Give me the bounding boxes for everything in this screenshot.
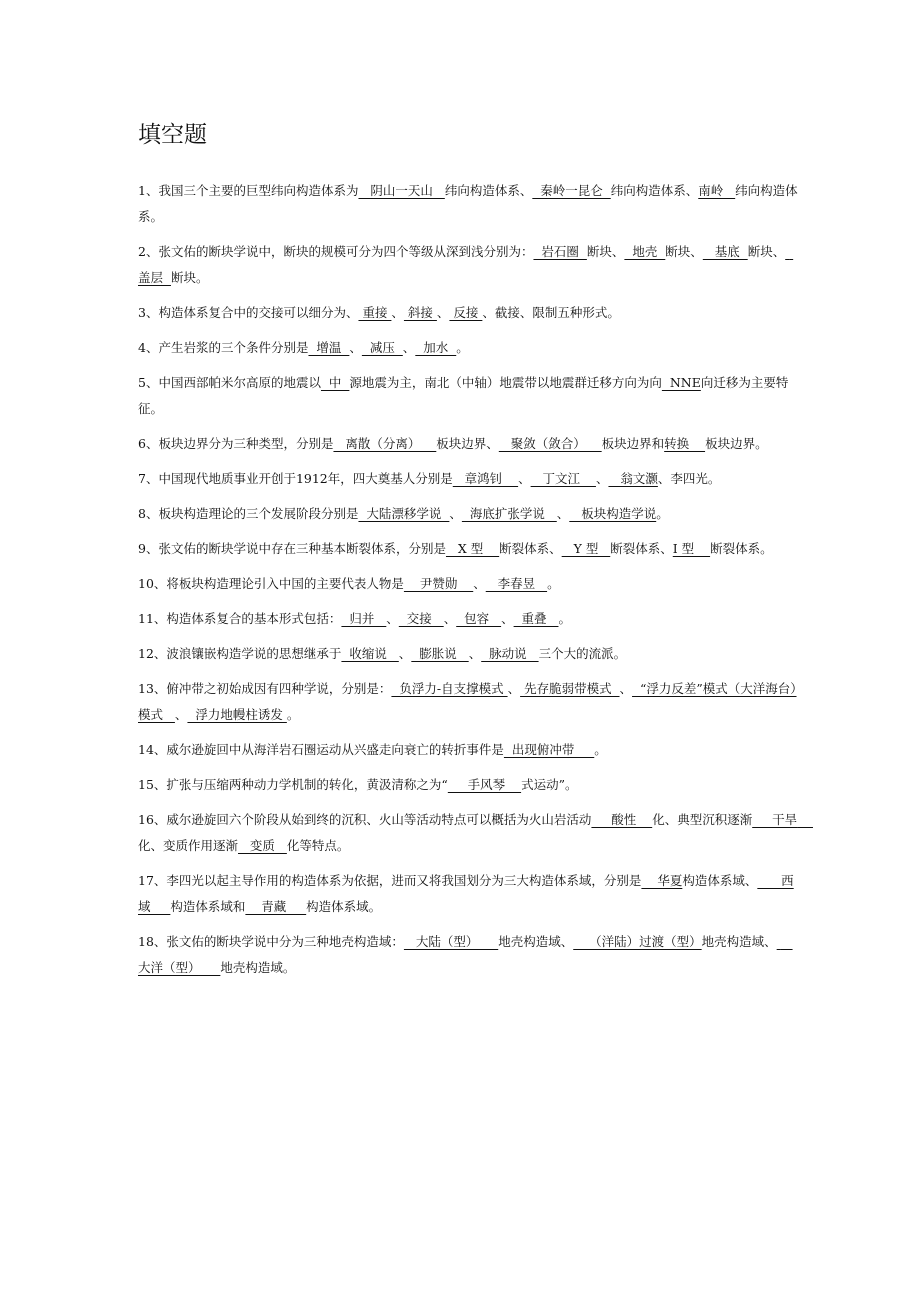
question-text: 。 <box>656 506 669 521</box>
answer-blank: 岩石圈 <box>533 244 587 259</box>
answer-blank: “浮力反差”模式（大洋海台）模式 <box>138 681 797 722</box>
answer-blank: 青藏 <box>245 899 307 914</box>
page-title: 填空题 <box>138 122 207 148</box>
answer-blank: 西域 <box>138 873 794 914</box>
question-text: 、 <box>436 305 450 320</box>
answer-blank: 变质 <box>238 838 287 853</box>
answer-blank: 斜接 <box>403 305 437 320</box>
answer-blank: 浮力地幔柱诱发 <box>187 707 287 722</box>
question-item <box>138 606 798 632</box>
answer-blank: 手风琴 <box>447 777 522 792</box>
question-text: 、 <box>398 646 412 661</box>
answer-blank: 减压 <box>361 340 403 355</box>
answer-blank: 板块构造学说 <box>569 506 657 521</box>
answer-blank: 尹赞勋 <box>403 576 474 591</box>
question-text: 、 <box>507 681 521 696</box>
question-text: 化、典型沉积逐渐 <box>652 812 753 827</box>
question-item <box>138 501 798 527</box>
answer-blank: 大陆漂移学说 <box>358 506 450 521</box>
question-text: 、李四光。 <box>657 471 721 486</box>
question-text: 板块边界和 <box>601 436 665 451</box>
question-text: 地壳构造域。 <box>220 960 296 975</box>
question-text: 10、将板块构造理论引入中国的主要代表人物是 <box>138 576 404 591</box>
answer-blank: 翁文灏 <box>608 471 658 486</box>
question-text: 。 <box>547 576 560 591</box>
question-item <box>138 737 798 763</box>
question-item <box>138 676 798 728</box>
question-item <box>138 571 798 597</box>
question-text: 、 <box>349 340 362 355</box>
question-item <box>138 772 798 798</box>
question-text: 、 <box>473 576 486 591</box>
question-text: 板块边界、 <box>436 436 499 451</box>
question-text: 、 <box>518 471 531 486</box>
answer-blank: 秦岭一昆仑 <box>532 183 611 198</box>
answer-blank: I 型 <box>672 541 711 556</box>
answer-blank: 酸性 <box>591 812 653 827</box>
answer-blank: 盖层 <box>138 244 794 285</box>
question-item <box>138 929 798 981</box>
answer-blank: 南岭 <box>698 183 736 198</box>
answer-blank: NNE <box>661 375 701 390</box>
question-text: 向迁移为主要特征。 <box>138 375 789 416</box>
question-item <box>138 300 798 326</box>
question-text: 。 <box>594 742 607 757</box>
question-text: 、截接、限制五种形式。 <box>482 305 620 320</box>
question-item <box>138 178 798 230</box>
question-text: 、 <box>391 305 404 320</box>
question-text: 。 <box>558 611 571 626</box>
question-item <box>138 370 798 422</box>
question-text: 构造体系域。 <box>306 899 382 914</box>
question-text: 、 <box>386 611 399 626</box>
answer-blank: 大陆（型） <box>403 934 499 949</box>
question-list <box>138 178 813 981</box>
question-text: 断裂体系、 <box>610 541 673 556</box>
question-text: 、 <box>443 611 457 626</box>
question-item <box>138 536 798 562</box>
question-text: 3、构造体系复合中的交接可以细分为、 <box>138 305 359 320</box>
answer-blank: 交接 <box>398 611 444 626</box>
answer-blank: 重接 <box>358 305 392 320</box>
question-text: 地壳构造域、 <box>498 934 574 949</box>
answer-blank: 基底 <box>702 244 748 259</box>
question-text: 地壳构造域、 <box>701 934 777 949</box>
question-text: 构造体系域和 <box>170 899 246 914</box>
question-text: 断裂体系。 <box>710 541 773 556</box>
question-text: 15、扩张与压缩两种动力学机制的转化，黄汲清称之为“ <box>138 777 448 792</box>
answer-blank: 聚敛（敛合） <box>498 436 602 451</box>
question-text: 12、波浪镶嵌构造学说的思想继承于 <box>138 646 342 661</box>
question-text: 9、张文佑的断块学说中存在三种基本断裂体系，分别是 <box>138 541 446 556</box>
answer-blank: 加水 <box>415 340 457 355</box>
question-text: 化等特点。 <box>286 838 350 853</box>
question-text: 纬向构造体系。 <box>138 183 798 224</box>
question-text: 、 <box>449 506 462 521</box>
answer-blank: X 型 <box>445 541 500 556</box>
question-text: 断块。 <box>170 270 209 285</box>
answer-blank: 先存脆弱带模式 <box>520 681 620 696</box>
question-text: 、 <box>468 646 482 661</box>
question-item <box>138 431 798 457</box>
question-text: 17、李四光以起主导作用的构造体系为依据，进而又将我国划分为三大构造体系域，分别是 <box>138 873 642 888</box>
question-text: 断块、 <box>586 244 625 259</box>
question-item <box>138 335 798 361</box>
question-text: 11、构造体系复合的基本形式包括： <box>138 611 342 626</box>
answer-blank: 反接 <box>449 305 483 320</box>
question-text: 16、威尔逊旋回六个阶段从始到终的沉积、火山等活动特点可以概括为火山岩活动 <box>138 812 592 827</box>
answer-blank: 大洋（型） <box>138 934 793 975</box>
answer-blank: 中 <box>320 375 350 390</box>
question-text: 源地震为主，南北（中轴）地震带以地震群迁移方向为向 <box>349 375 662 390</box>
question-text: 14、威尔逊旋回中从海洋岩石圈运动从兴盛走向衰亡的转折事件是 <box>138 742 504 757</box>
question-item <box>138 807 813 859</box>
question-text: 纬向构造体系、 <box>444 183 533 198</box>
question-text: 化、变质作用逐渐 <box>138 838 239 853</box>
question-text: 4、产生岩浆的三个条件分别是 <box>138 340 309 355</box>
answer-blank: 膨胀说 <box>411 646 469 661</box>
answer-blank: 转换 <box>664 436 706 451</box>
question-text: 、 <box>595 471 609 486</box>
answer-blank: 出现俯冲带 <box>503 742 595 757</box>
question-text: 2、张文佑的断块学说中，断块的规模可分为四个等级从深到浅分别为： <box>138 244 534 259</box>
answer-blank: 章鸿钊 <box>452 471 519 486</box>
question-text: 三个大的流派。 <box>538 646 627 661</box>
answer-blank: 收缩说 <box>341 646 399 661</box>
answer-blank: 华夏 <box>641 873 683 888</box>
question-text: 断块、 <box>747 244 786 259</box>
question-item <box>138 641 798 667</box>
question-text: 18、张文佑的断块学说中分为三种地壳构造域： <box>138 934 404 949</box>
answer-blank: 阴山一天山 <box>358 183 445 198</box>
answer-blank: 海底扩张学说 <box>461 506 557 521</box>
question-text: 、 <box>174 707 188 722</box>
answer-blank: Y 型 <box>561 541 611 556</box>
answer-blank: 丁文江 <box>530 471 596 486</box>
question-text: 、 <box>501 611 514 626</box>
question-text: 7、中国现代地质事业开创于1912年，四大奠基人分别是 <box>138 471 453 486</box>
question-text: 。 <box>456 340 469 355</box>
answer-blank: 增温 <box>308 340 350 355</box>
answer-blank: 地壳 <box>624 244 666 259</box>
answer-blank: 包容 <box>456 611 502 626</box>
question-text: 板块边界。 <box>705 436 768 451</box>
question-item <box>138 868 798 920</box>
answer-blank: 负浮力-自支撑模式 <box>391 681 508 696</box>
answer-blank: （洋陆）过渡（型） <box>573 934 702 949</box>
question-item <box>138 239 798 291</box>
question-text: 、 <box>619 681 633 696</box>
question-text: 、 <box>402 340 416 355</box>
answer-blank: 归并 <box>341 611 387 626</box>
question-text: 断裂体系、 <box>499 541 562 556</box>
question-text: 纬向构造体系、 <box>610 183 699 198</box>
answer-blank: 离散（分离） <box>333 436 437 451</box>
answer-blank: 干旱 <box>752 812 813 827</box>
question-text: 。 <box>286 707 300 722</box>
answer-blank: 重叠 <box>513 611 559 626</box>
document-page <box>138 118 813 990</box>
question-text: 构造体系域、 <box>682 873 758 888</box>
answer-blank: 脉动说 <box>481 646 539 661</box>
question-text: 1、我国三个主要的巨型纬向构造体系为 <box>138 183 359 198</box>
question-text: 式运动”。 <box>521 777 578 792</box>
question-text: 断块、 <box>665 244 703 259</box>
answer-blank: 李春昱 <box>485 576 548 591</box>
question-text: 13、俯冲带之初始成因有四种学说，分别是： <box>138 681 392 696</box>
question-text: 5、中国西部帕米尔高原的地震以 <box>138 375 321 390</box>
question-item <box>138 466 798 492</box>
question-text: 8、板块构造理论的三个发展阶段分别是 <box>138 506 359 521</box>
question-text: 、 <box>556 506 570 521</box>
question-text: 6、板块边界分为三种类型，分别是 <box>138 436 334 451</box>
